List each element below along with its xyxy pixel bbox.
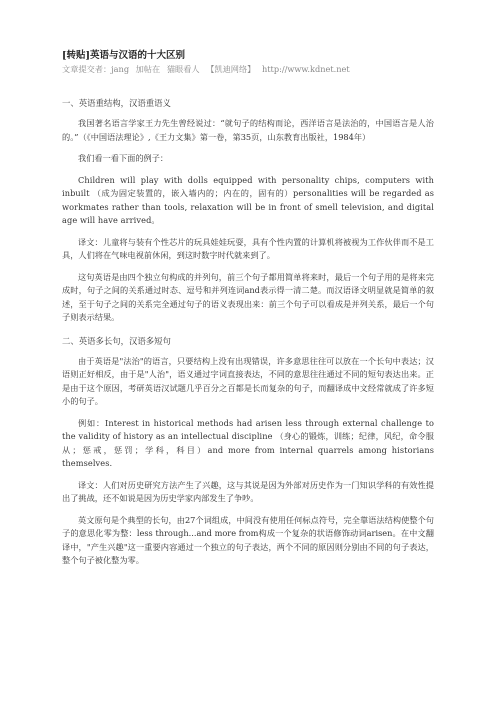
meta-site-link[interactable]: 【凯迪网络】: [206, 64, 256, 74]
section-heading: 一、英语重结构，汉语重语义: [62, 98, 171, 108]
section-1: [62, 97, 434, 325]
paragraph: 例如：Interest in historical methods had arisen less through external challenge to the validity of history as an intellectual discipline （身心的锻炼，训练；纪律，风纪，命令服从；惩戒，惩罚；学科，科目）and more from internal quarrels among historians themselves.: [62, 417, 434, 468]
paragraph: 译文：儿童将与装有个性芯片的玩具娃娃玩耍，具有个性内置的计算机将被视为工作伙伴而不是工具，人们将在气味电视前休闲，到这时数字时代就来到了。: [62, 236, 434, 260]
section-2: [62, 335, 434, 568]
paragraph: Children will play with dolls equipped with personality chips, computers with inbuilt （成为固定装置的，嵌入墙内的；内在的，固有的）personalities will be regarded as workmates rather than tools, relaxation will be in front of smell television, and digital age will have arrived。: [62, 174, 434, 225]
article: [62, 50, 434, 568]
article-meta: [62, 63, 434, 75]
section-heading: 二、英语多长句，汉语多短句: [62, 335, 171, 346]
meta-submitter: 文章提交者：jang: [62, 64, 130, 74]
paragraph: 我们看一看下面的例子：: [78, 153, 169, 163]
meta-added-to: 加帖在: [135, 64, 161, 74]
meta-url-link[interactable]: http://www.kdnet.net: [261, 64, 350, 74]
paragraph: 由于英语是"法治"的语言，只要结构上没有出现错误，许多意思往往可以放在一个长句中表达；汉语则正好相反，由于是"人治"，语义通过字词直接表达，不同的意思往往通过不同的短句表达出来。正是由于这个原因，考研英语汉试题几乎百分之百都是长而复杂的句子，而翻译成中文经常就成了许多短小的句子。: [62, 355, 434, 406]
article-title: [转贴]英语与汉语的十大区别: [62, 50, 185, 61]
paragraph: 我国著名语言学家王力先生曾经说过：“就句子的结构而论，西洋语言是法治的，中国语言是人治的。”（《中国语法理论》,《王力文集》第一卷，第35页，山东教育出版社，1984年）: [62, 118, 434, 142]
paragraph: 英文原句是个典型的长句，由27个词组成，中间没有使用任何标点符号，完全靠语法结构使整个句子的意思化零为整：less through...and more from构成一个复杂的状语修饰动词arisen。在中文翻译中，"产生兴趣"这一重要内容通过一个独立的句子表达，两个不同的原因则分别由不同的句子表达，整个句子被化整为零。: [62, 514, 434, 565]
meta-board-link[interactable]: 猫眼看人: [166, 64, 200, 74]
paragraph: 译文：人们对历史研究方法产生了兴趣，这与其说是因为外部对历史作为一门知识学科的有效性提出了挑战，还不如说是因为历史学家内部发生了争吵。: [62, 479, 434, 503]
paragraph: 这句英语是由四个独立句构成的并列句，前三个句子都用简单将来时，最后一个句子用的是将来完成时，句子之间的关系通过时态、逗号和并列连词and表示得一清二楚。而汉语译文明显就是简单的叙述，至于句子之间的关系完全通过句子的语义表现出来：前三个句子可以看成是并列关系，最后一个句子则表示结果。: [62, 271, 434, 322]
